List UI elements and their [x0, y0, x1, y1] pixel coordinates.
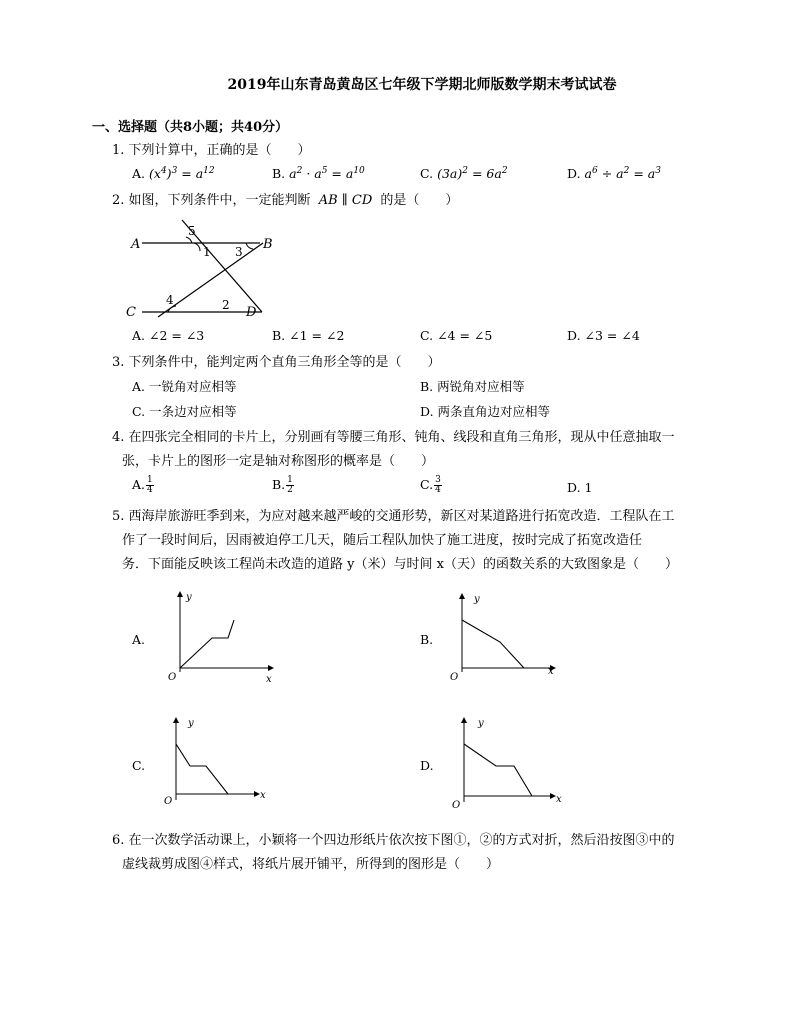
- fraction: $\frac{1}{2}$: [287, 475, 293, 495]
- question-5-line-3: 务．下面能反映该工程尚未改造的道路 y（米）与时间 x（天）的函数关系的大致图象是（ ）: [122, 557, 678, 572]
- question-3-stem: 3. 下列条件中，能判定两个直角三角形全等的是（ ）: [112, 355, 441, 370]
- angle-2-label: 2: [222, 298, 230, 312]
- question-3-option-b: B. 两锐角对应相等: [420, 379, 525, 394]
- section-heading: 一、选择题（共8小题；共40分）: [92, 120, 289, 135]
- graph-b-label: B.: [420, 632, 434, 647]
- point-b-label: B: [263, 237, 273, 252]
- y-axis-label: y: [478, 718, 484, 729]
- angle-3-label: 3: [235, 245, 243, 259]
- question-6-line-1: 6. 在一次数学活动课上，小颖将一个四边形纸片依次按下图①，②的方式对折，然后沿按图③中的: [112, 833, 675, 848]
- origin-label: O: [452, 800, 461, 811]
- question-4-line-2: 张，卡片上的图形一定是轴对称图形的概率是（ ）: [122, 454, 435, 469]
- question-3-option-a: A. 一锐角对应相等: [132, 379, 237, 394]
- angle-3-arc: [246, 243, 253, 249]
- origin-label: O: [168, 672, 177, 683]
- y-axis-label: y: [188, 718, 194, 729]
- question-2-stem: 2. 如图，下列条件中，一定能判断 AB ∥ CD 的是（ ）: [112, 193, 459, 208]
- parallel-lines-figure: [120, 216, 280, 322]
- graph-b-line: [462, 620, 524, 668]
- question-3-option-d: D. 两条直角边对应相等: [420, 404, 551, 419]
- question-2-option-c: C. ∠4 = ∠5: [420, 328, 493, 343]
- question-4-line-1: 4. 在四张完全相同的卡片上，分别画有等腰三角形、钝角、线段和直角三角形，现从中任意抽取一: [112, 430, 675, 445]
- question-3-option-c: C. 一条边对应相等: [132, 404, 237, 419]
- graph-b: [434, 590, 564, 690]
- question-1-stem: 1. 下列计算中，正确的是（ ）: [112, 143, 311, 158]
- x-axis-label: x: [260, 790, 266, 801]
- x-axis-label: x: [266, 674, 272, 685]
- angle-1-label: 1: [203, 245, 211, 259]
- graph-a-line: [180, 620, 234, 668]
- graph-c-line: [176, 744, 228, 794]
- point-c-label: C: [126, 305, 136, 320]
- graph-a-label: A.: [132, 632, 146, 647]
- question-4-option-b: B. $\frac{1}{2}$: [272, 475, 293, 495]
- question-4-option-d: D. 1: [567, 480, 593, 495]
- question-6-line-2: 虚线裁剪成图④样式，将纸片展开铺平，所得到的图形是（ ）: [122, 857, 500, 872]
- question-5-line-1: 5. 西海岸旅游旺季到来，为应对越来越严峻的交通形势，新区对某道路进行拓宽改造．工程队在工: [112, 509, 675, 524]
- origin-label: O: [450, 672, 459, 683]
- question-1-option-a: A. $(x^4)^3 = a^{12}$: [132, 166, 215, 181]
- question-5-line-2: 作了一段时间后，因雨被迫停工几天，随后工程队加快了施工进度，按时完成了拓宽改造任: [122, 533, 643, 548]
- graph-d: [438, 714, 568, 814]
- page-title: 2019年山东青岛黄岛区七年级下学期北师版数学期末考试试卷: [227, 77, 617, 93]
- option-letter: C.: [420, 166, 434, 181]
- fraction: $\frac{3}{4}$: [435, 475, 441, 495]
- question-1-option-d: D. $a^6 \div a^2 = a^3$: [567, 166, 661, 181]
- point-d-label: D: [246, 305, 257, 320]
- origin-label: O: [164, 796, 173, 807]
- y-axis-label: y: [186, 592, 192, 603]
- option-letter: B.: [272, 166, 286, 181]
- x-axis-label: x: [556, 794, 562, 805]
- question-4-option-a: A. $\frac{1}{4}$: [132, 475, 153, 495]
- option-letter: D.: [567, 166, 581, 181]
- option-letter: A.: [132, 166, 146, 181]
- point-a-label: A: [131, 237, 141, 252]
- question-2-option-b: B. ∠1 = ∠2: [272, 328, 345, 343]
- graph-d-label: D.: [420, 758, 434, 773]
- angle-4-label: 4: [166, 293, 174, 307]
- question-2-option-a: A. ∠2 = ∠3: [132, 328, 205, 343]
- angle-1-arc: [194, 243, 200, 251]
- question-2-option-d: D. ∠3 = ∠4: [567, 328, 640, 343]
- question-1-option-c: C. $(3a)^2 = 6a^2$: [420, 166, 508, 181]
- y-axis-label: y: [474, 594, 480, 605]
- question-1-option-b: B. $a^2 \cdot a^5 = a^{10}$: [272, 166, 365, 181]
- x-axis-label: x: [548, 666, 554, 677]
- question-4-option-c: C. $\frac{3}{4}$: [420, 475, 441, 495]
- graph-a: [150, 590, 280, 690]
- angle-5-label: 5: [188, 224, 196, 238]
- graph-c-label: C.: [132, 758, 146, 773]
- graph-c: [150, 714, 280, 814]
- graph-d-line: [464, 744, 532, 796]
- fraction: $\frac{1}{4}$: [147, 475, 153, 495]
